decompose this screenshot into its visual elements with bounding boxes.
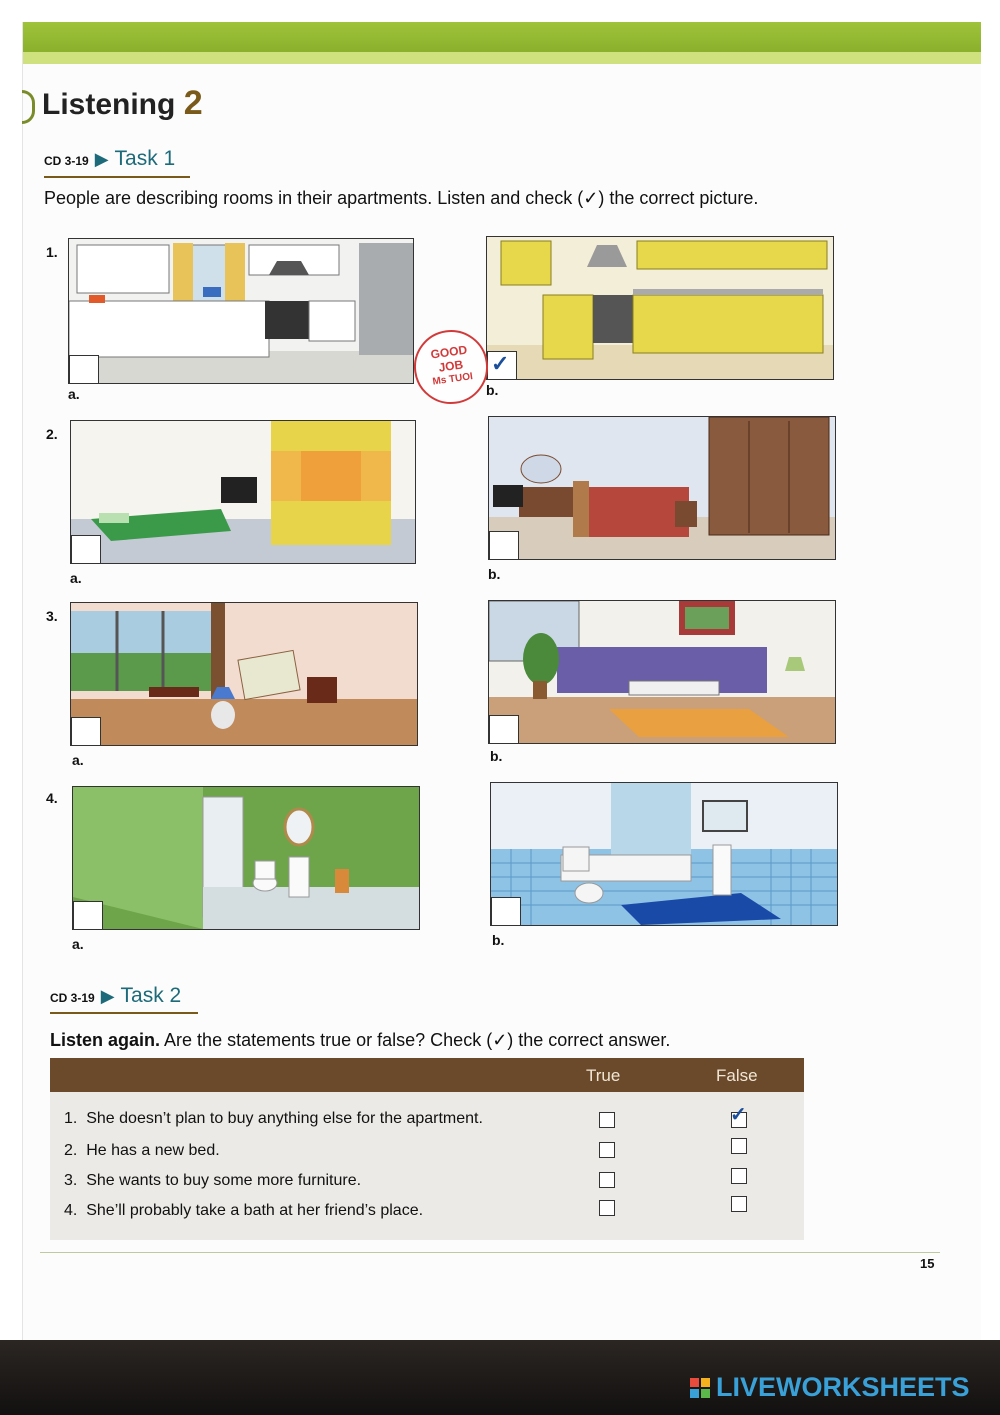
- task2-instruction-bold: Listen again.: [50, 1030, 161, 1050]
- section-word: Listening: [42, 88, 176, 121]
- row4-true-checkbox[interactable]: [599, 1200, 615, 1216]
- item-2-number: 2.: [46, 426, 58, 442]
- task1-title: Task 1: [114, 147, 176, 170]
- label-4b: b.: [492, 932, 505, 948]
- row-statement: She’ll probably take a bath at her friend’s place.: [86, 1202, 424, 1219]
- task2-heading: [50, 984, 181, 1008]
- table-header: [50, 1058, 804, 1092]
- picture-3a-living-room-view[interactable]: [70, 602, 418, 746]
- page-number: 15: [920, 1256, 935, 1271]
- cd-track-2: CD 3-19: [50, 991, 95, 1005]
- section-title: [42, 84, 203, 123]
- picture-1b-yellow-kitchen[interactable]: [486, 236, 834, 380]
- row-statement: She wants to buy some more furniture.: [86, 1172, 362, 1189]
- checkbox-4b[interactable]: [491, 897, 521, 926]
- row-statement: He has a new bed.: [86, 1142, 220, 1159]
- checkbox-2b[interactable]: [489, 531, 519, 560]
- label-2a: a.: [70, 570, 82, 586]
- label-2b: b.: [488, 566, 501, 582]
- checkbox-3a[interactable]: [71, 717, 101, 746]
- play-arrow-icon: ▶: [100, 986, 115, 1006]
- checkbox-3b[interactable]: [489, 715, 519, 744]
- table-row: [64, 1142, 220, 1160]
- section-number: 2: [183, 84, 203, 122]
- table-row: [64, 1110, 483, 1128]
- true-false-table: [50, 1058, 804, 1240]
- picture-3b-living-room-sofa[interactable]: [488, 600, 836, 744]
- footer-rule: [40, 1252, 940, 1253]
- table-row: [64, 1172, 361, 1190]
- cd-track: CD 3-19: [44, 154, 89, 168]
- col-true-header: True: [586, 1066, 621, 1085]
- picture-1a-white-kitchen[interactable]: [68, 238, 414, 384]
- task2-title: Task 2: [120, 984, 182, 1007]
- liveworksheets-brand[interactable]: LIVEWORKSHEETS: [716, 1372, 970, 1402]
- label-1b: b.: [486, 382, 499, 398]
- row1-true-checkbox[interactable]: [599, 1112, 615, 1128]
- row-number: 3.: [64, 1172, 78, 1189]
- task1-underline: [44, 176, 190, 178]
- item-4-number: 4.: [46, 790, 58, 806]
- task2-underline: [50, 1012, 198, 1014]
- play-arrow-icon: ▶: [94, 149, 109, 169]
- picture-4b-blue-bathroom[interactable]: [490, 782, 838, 926]
- label-4a: a.: [72, 936, 84, 952]
- label-1a: a.: [68, 386, 80, 402]
- checkbox-4a[interactable]: [73, 901, 103, 930]
- stamp-line1: GOOD: [429, 342, 469, 362]
- row-statement: She doesn’t plan to buy anything else for the apartment.: [86, 1110, 483, 1127]
- row3-false-checkbox[interactable]: [731, 1168, 747, 1184]
- task2-instruction: [50, 1030, 670, 1051]
- row3-true-checkbox[interactable]: [599, 1172, 615, 1188]
- task2-instruction-rest: Are the statements true or false? Check (✓) the correct answer.: [160, 1030, 671, 1050]
- checkbox-1a[interactable]: [69, 355, 99, 384]
- label-3b: b.: [490, 748, 503, 764]
- checkbox-2a[interactable]: [71, 535, 101, 564]
- top-color-band: [23, 22, 981, 52]
- checkmark-1b: ✓: [491, 351, 510, 376]
- stamp-line3: Ms TUOI: [431, 371, 474, 388]
- task1-instruction: People are describing rooms in their apartments. Listen and check (✓) the correct picture.: [44, 188, 759, 208]
- top-light-band: [23, 52, 981, 64]
- picture-4a-green-bathroom[interactable]: [72, 786, 420, 930]
- row-number: 1.: [64, 1110, 78, 1127]
- picture-2a-modern-bedroom[interactable]: [70, 420, 416, 564]
- col-false-header: False: [716, 1066, 758, 1085]
- stamp-line2: JOB: [437, 357, 465, 375]
- table-row: [64, 1202, 423, 1220]
- row-number: 2.: [64, 1142, 78, 1159]
- row4-false-checkbox[interactable]: [731, 1196, 747, 1212]
- liveworksheets-logo-icon: [690, 1378, 710, 1398]
- item-3-number: 3.: [46, 608, 58, 624]
- picture-2b-classic-bedroom[interactable]: [488, 416, 836, 560]
- label-3a: a.: [72, 752, 84, 768]
- task1-heading: [44, 147, 175, 171]
- item-1-number: 1.: [46, 244, 58, 260]
- row1-false-checkmark: ✓: [730, 1104, 747, 1126]
- row-number: 4.: [64, 1202, 78, 1219]
- row2-false-checkbox[interactable]: [731, 1138, 747, 1154]
- row2-true-checkbox[interactable]: [599, 1142, 615, 1158]
